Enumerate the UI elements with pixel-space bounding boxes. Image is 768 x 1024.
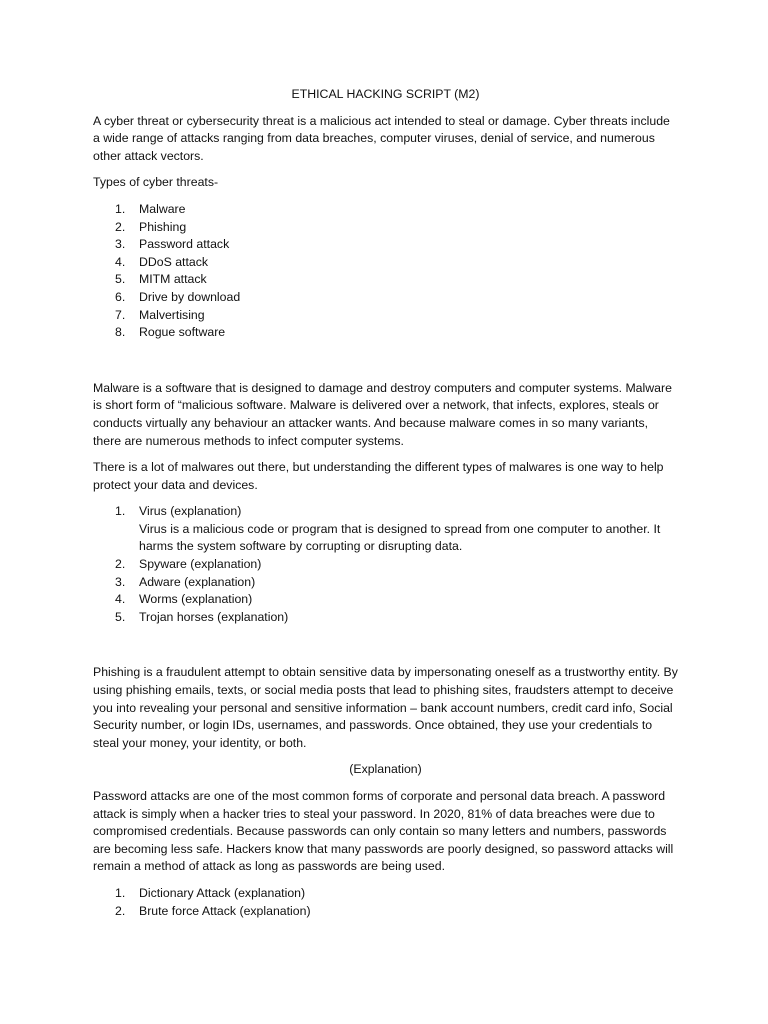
list-item: 3. Adware (explanation) — [115, 574, 256, 589]
list-item: 2. Phishing — [115, 219, 187, 234]
types-heading: Types of cyber threats- — [93, 175, 219, 190]
list-item: 1. Malware — [115, 201, 186, 216]
document-title: ETHICAL HACKING SCRIPT (M2) — [291, 87, 480, 101]
list-item: 1. Dictionary Attack (explanation) — [115, 885, 306, 900]
intro-paragraph: A cyber threat or cybersecurity threat is a malicious act intended to steal or damage. Cyber threats include a wide range of attacks ranging from data breaches, computer viruses, denial of service, and numerous other attack vectors. — [93, 113, 670, 163]
list-item: 2. Brute force Attack (explanation) — [115, 903, 311, 918]
virus-explanation: Virus is a malicious code or program that is designed to spread from one computer to another. It harms the system software by corrupting or disrupting data. — [139, 521, 661, 554]
list-item: 3. Password attack — [115, 237, 230, 252]
list-item: 8. Rogue software — [115, 325, 226, 340]
list-item: 2. Spyware (explanation) — [115, 557, 262, 572]
list-item: 5. MITM attack — [115, 272, 207, 287]
list-item: 7. Malvertising — [115, 307, 205, 322]
list-item: 4. Worms (explanation) — [115, 592, 253, 607]
malware-types-list — [93, 503, 678, 626]
list-item: 4. DDoS attack — [115, 254, 209, 269]
list-item: 6. Drive by download — [115, 289, 241, 304]
password-attack-types-list — [93, 885, 678, 920]
malware-paragraph: Malware is a software that is designed to damage and destroy computers and computer systems. Malware is short form of “malicious software. Malware is delivered over a network, that infects, explores, steals or conducts virtually any behaviour an attacker wants. And because malware comes in so many variants, there are numerous methods to infect computer systems. — [93, 380, 672, 448]
cyber-threat-types-list — [93, 201, 678, 342]
phishing-paragraph: Phishing is a fraudulent attempt to obtain sensitive data by impersonating oneself as a trustworthy entity. By using phishing emails, texts, or social media posts that lead to phishing sites, fraudsters attempt to deceive you into revealing your personal and sensitive information – bank account numbers, credit card info, Social Security number, or login IDs, usernames, and passwords. Once obtained, they use your credentials to steal your money, your identity, or both. — [93, 665, 678, 750]
password-paragraph: Password attacks are one of the most common forms of corporate and personal data breach. A password attack is simply when a hacker tries to steal your password. In 2020, 81% of data breaches were due to compromised credentials. Because passwords can only contain so many letters and numbers, passwords are becoming less safe. Hackers know that many passwords are poorly designed, so password attacks will remain a method of attack as long as passwords are being used. — [93, 789, 674, 874]
document-body — [93, 86, 678, 920]
list-item: 5. Trojan horses (explanation) — [115, 609, 289, 624]
malware-paragraph-2: There is a lot of malwares out there, but understanding the different types of malwares is one way to help protect your data and devices. — [93, 460, 664, 492]
list-item: 1. Virus (explanation) Virus is a malicious code or program that is designed to spread from one computer to another. It harms the system software by corrupting or disrupting data. — [93, 503, 678, 556]
explanation-label: (Explanation) — [349, 762, 422, 777]
